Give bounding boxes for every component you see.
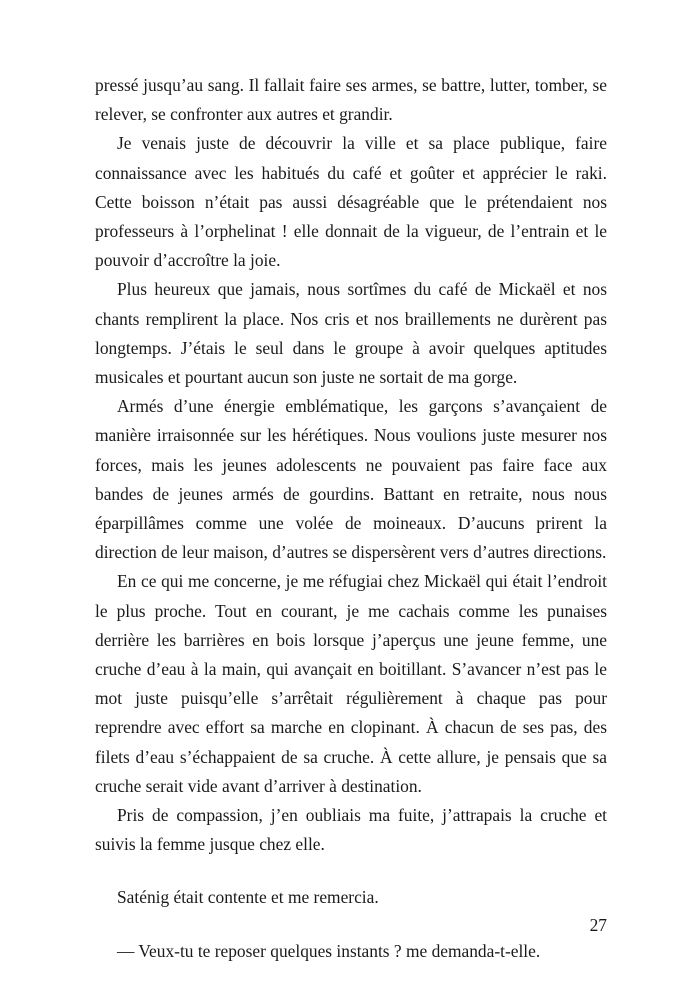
paragraph-5: En ce qui me concerne, je me réfugiai chez Mickaël qui était l’endroit le plus proche. Tout en courant, je me cachais comme les punaises derrière les barrières en bois lorsque j’aperçus une jeune femme, une cruche d’eau à la main, qui avançait en boitillant. S’avancer n’est pas le mot juste puisqu’elle s’arrêtait régulièrement à chaque pas pour reprendre avec effort sa marche en clopinant. À chacun de ses pas, des filets d’eau s’échappaient de sa cruche. À cette allure, je pensais que sa cruche serait vide avant d’arriver à destination. [95,571,607,796]
paragraph-6: Pris de compassion, j’en oubliais ma fuite, j’attrapais la cruche et suivis la femme jusque chez elle. [95,805,607,855]
paragraph-2: Je venais juste de découvrir la ville et sa place publique, faire connaissance avec les habitués du café et goûter et apprécier le raki. Cette boisson n’était pas aussi désagréable que le prétendaient nos professeurs à l’orphelinat ! elle donnait de la vigueur, de l’entrain et le pouvoir d’accroître la joie. [95,133,607,271]
paragraph-1: pressé jusqu’au sang. Il fallait faire ses armes, se battre, lutter, tomber, se relever, se confronter aux autres et grandir. [95,75,607,125]
paragraph-7: Saténig était contente et me remercia. [117,887,379,908]
dialogue-line: — Veux-tu te reposer quelques instants ? me demanda-t-elle. [117,940,541,961]
page-number: 27 [589,915,607,935]
page-body [95,71,607,966]
paragraph-3: Plus heureux que jamais, nous sortîmes du café de Mickaël et nos chants remplirent la place. Nos cris et nos braillements ne durèrent pas longtemps. J’étais le seul dans le groupe à avoir quelques aptitudes musicales et pourtant aucun son juste ne sortait de ma gorge. [95,279,607,388]
paragraph-4: Armés d’une énergie emblématique, les garçons s’avançaient de manière irraisonnée sur les hérétiques. Nous voulions juste mesurer nos forces, mais les jeunes adolescents ne pouvaient pas faire face aux bandes de jeunes armés de gourdins. Battant en retraite, nous nous éparpillâmes comme une volée de moineaux. D’aucuns prirent la direction de leur maison, d’autres se dispersèrent vers d’autres directions. [95,396,607,563]
